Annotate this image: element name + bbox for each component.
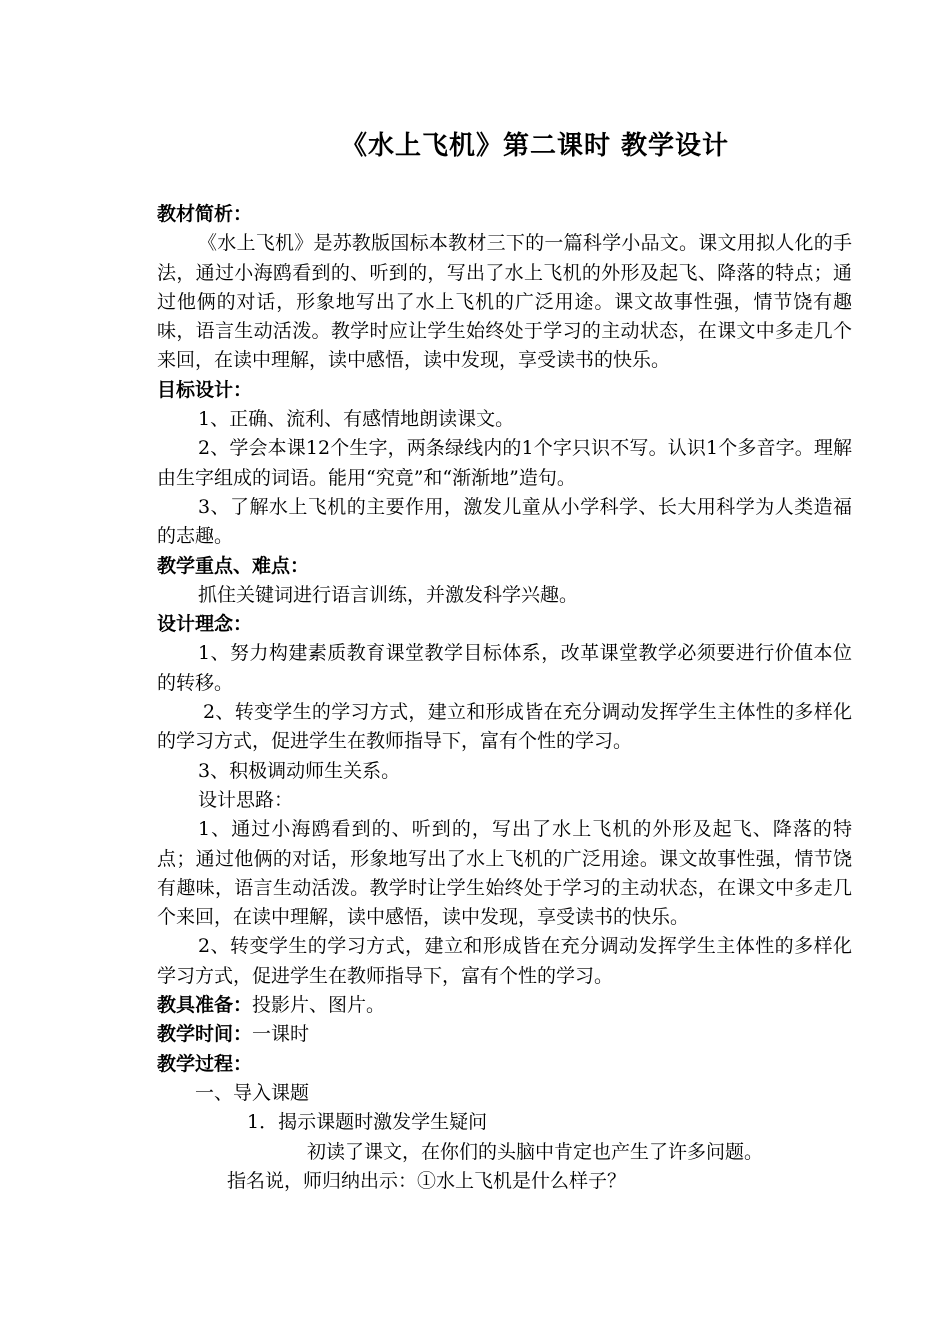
process-heading: 教学过程： — [157, 1052, 253, 1075]
philosophy-heading: 设计理念： — [157, 613, 253, 636]
document-body — [157, 200, 852, 1196]
goals-heading: 目标设计： — [157, 378, 253, 401]
document-title: 《水上飞机》第二课时 教学设计 — [340, 131, 730, 161]
goal-item: 3、了解水上飞机的主要作用，激发儿童从小学科学、长大用科学为人类造福的志趣。 — [157, 495, 852, 548]
process-text: 指名说，师归纳出示：①水上飞机是什么样子？ — [227, 1169, 627, 1192]
analysis-text: 《水上飞机》是苏教版国标本教材三下的一篇科学小品文。课文用拟人化的手法，通过小海鸥看到的、听到的，写出了水上飞机的外形及起飞、降落的特点；通过他俩的对话，形象地写出了水上飞机的广泛用途。课文故事性强，情节饶有趣味，语言生动活泼。教学时应让学生始终处于学习的主动状态，在课文中多走几个来回，在读中理解，读中感悟，读中发现，享受读书的快乐。 — [157, 232, 852, 372]
design-idea-item: 2、转变学生的学习方式，建立和形成皆在充分调动发挥学生主体性的多样化学习方式，促进学生在教师指导下，富有个性的学习。 — [157, 935, 852, 987]
design-ideas-label: 设计思路： — [198, 788, 294, 811]
analysis-heading: 教材简析： — [157, 203, 253, 225]
time-heading: 教学时间： — [157, 1023, 253, 1046]
tools-text: 投影片、图片。 — [252, 994, 386, 1017]
time-text: 一课时 — [252, 1023, 310, 1046]
process-substep: 1．揭示课题时激发学生疑问 — [247, 1111, 488, 1134]
key-points-text: 抓住关键词进行语言训练，并激发科学兴趣。 — [198, 583, 579, 606]
goal-item: 1、正确、流利、有感情地朗读课文。 — [198, 408, 515, 431]
key-points-heading: 教学重点、难点： — [157, 554, 310, 577]
philosophy-item: 3、积极调动师生关系。 — [198, 759, 401, 782]
tools-heading: 教具准备： — [157, 994, 253, 1017]
philosophy-item: 1、努力构建素质教育课堂教学目标体系，改革课堂教学必须要进行价值本位的转移。 — [157, 642, 852, 694]
process-step: 一、导入课题 — [195, 1081, 310, 1104]
goal-item: 2、学会本课12个生字，两条绿线内的1个字只识不写。认识1个多音字。理解由生字组成的词语。能用“究竟”和“渐渐地”造句。 — [157, 437, 852, 489]
philosophy-item: 2、转变学生的学习方式，建立和形成皆在充分调动发挥学生主体性的多样化的学习方式，促进学生在教师指导下，富有个性的学习。 — [157, 701, 852, 753]
tools-line — [157, 991, 852, 1020]
process-text: 初读了课文，在你们的头脑中肯定也产生了许多问题。 — [307, 1140, 764, 1163]
design-idea-item: 1、通过小海鸥看到的、听到的，写出了水上飞机的外形及起飞、降落的特点；通过他俩的对话，形象地写出了水上飞机的广泛用途。课文故事性强，情节饶有趣味，语言生动活泼。教学时让学生始终处于学习的主动状态，在课文中多走几个来回，在读中理解，读中感悟，读中发现，享受读书的快乐。 — [157, 818, 852, 929]
time-line — [157, 1020, 852, 1049]
